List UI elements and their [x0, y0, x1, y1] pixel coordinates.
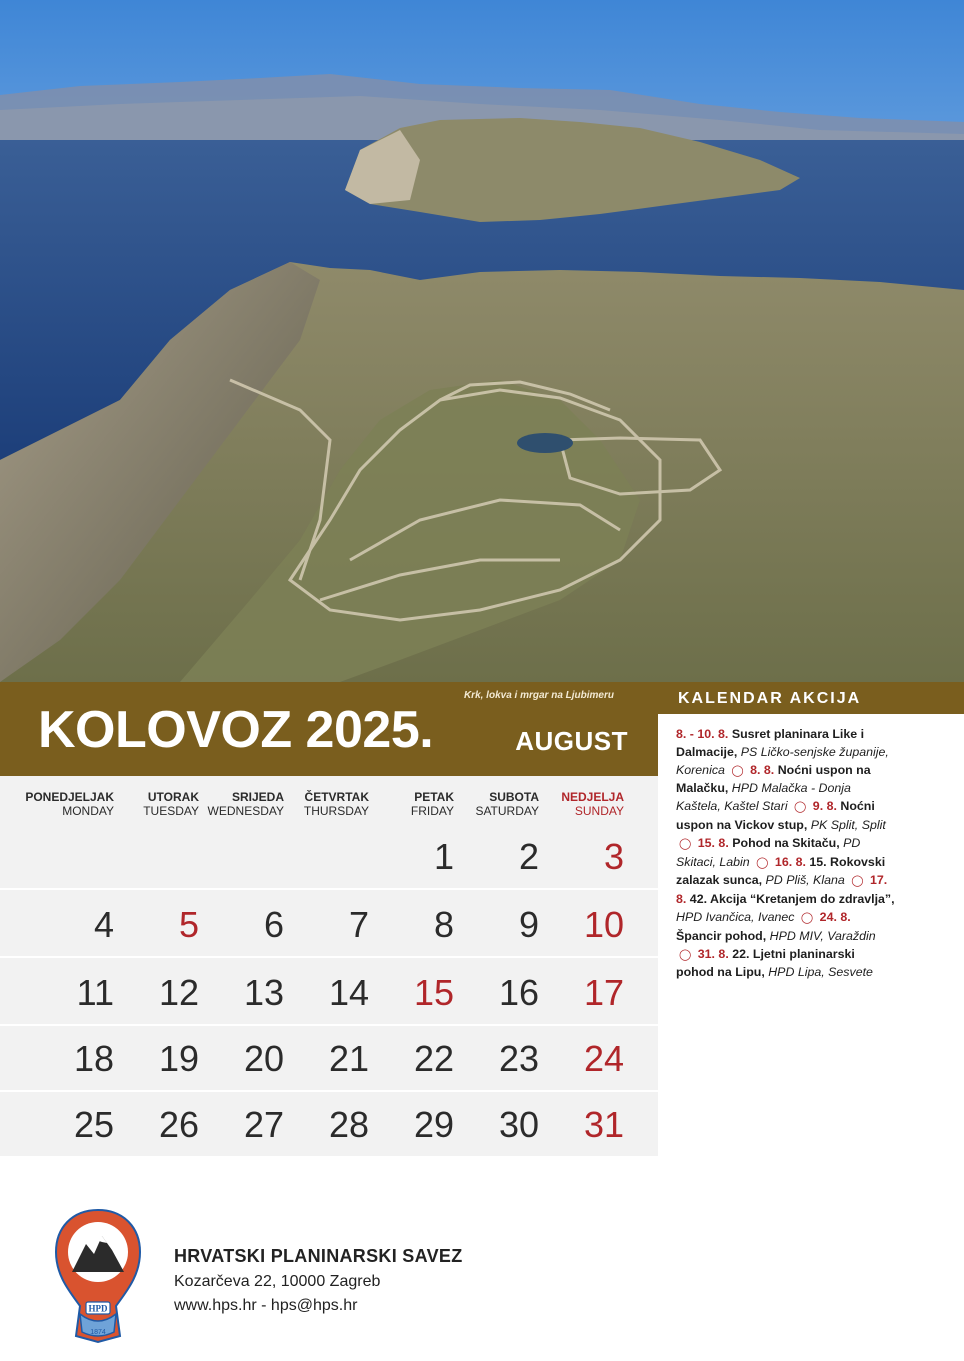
event-title: Špancir pohod,	[676, 928, 767, 943]
event-date: 8. 8.	[750, 762, 775, 777]
event-organizer: PD Pliš, Klana	[765, 873, 845, 888]
bullet-ring-icon: ◯	[679, 948, 692, 961]
event-date: 8. - 10. 8.	[676, 727, 729, 741]
day-cell: 9	[518, 904, 539, 945]
event-date: 16. 8.	[774, 854, 806, 869]
day-cell: 4	[93, 904, 114, 945]
weekday-monday: PONEDJELJAK MONDAY	[25, 790, 114, 818]
bullet-ring-icon: ◯	[794, 801, 807, 814]
day-cell: 28	[328, 1104, 369, 1145]
day-cell: 27	[243, 1104, 284, 1145]
week-row-5	[0, 1090, 658, 1158]
day-cell: 14	[328, 972, 369, 1013]
day-cell: 21	[328, 1038, 369, 1079]
month-header-bar	[0, 682, 658, 776]
weekday-thursday: ČETVRTAK THURSDAY	[303, 790, 369, 818]
event-title: 15. Rokovski zalazak sunca,	[676, 854, 886, 888]
event-title: Noćni uspon na Vickov stup,	[676, 799, 875, 832]
day-cell: 19	[158, 1038, 199, 1079]
day-cell-sunday: 31	[583, 1104, 624, 1145]
event-organizer: HPD Lipa, Sesvete	[768, 965, 873, 980]
event-title: Pohod na Skitaču,	[732, 835, 840, 850]
event-date: 17. 8.	[676, 873, 888, 907]
event-organizer: PS Ličko-senjske županije, Korenica	[676, 744, 889, 777]
event-title: 22. Ljetni planinarski pohod na Lipu,	[676, 946, 855, 980]
day-cell: 26	[158, 1104, 199, 1145]
footer	[0, 1156, 658, 1361]
logo-year: 1874	[90, 1329, 106, 1336]
hps-logo-icon	[52, 1206, 144, 1346]
day-cell-sunday: 24	[583, 1038, 624, 1079]
event-organizer: HPD Ivančica, Ivanec	[676, 909, 795, 924]
day-cell: 2	[518, 836, 539, 877]
organization-address: Kozarčeva 22, 10000 Zagreb	[174, 1273, 381, 1290]
weekday-tuesday: UTORAK TUESDAY	[143, 790, 199, 818]
week-row-1	[0, 822, 658, 890]
calendar-grid	[0, 776, 658, 1156]
event-date: 15. 8.	[697, 835, 729, 850]
event-date: 31. 8.	[697, 946, 729, 961]
organization-name: HRVATSKI PLANINARSKI SAVEZ	[174, 1246, 463, 1266]
day-cell: 16	[498, 972, 539, 1013]
bullet-ring-icon: ◯	[756, 856, 769, 869]
day-cell: 12	[158, 972, 199, 1013]
weekday-friday: PETAK FRIDAY	[410, 790, 454, 818]
day-cell: 29	[413, 1104, 454, 1145]
logo-abbr: HPD	[88, 1303, 108, 1314]
event-date: 24. 8.	[819, 909, 851, 924]
bullet-ring-icon: ◯	[851, 875, 864, 888]
day-cell: 1	[433, 836, 454, 877]
month-title-english: AUGUST	[515, 726, 628, 756]
event-title: 42. Akcija “Kretanjem do zdravlja”,	[689, 892, 895, 907]
day-cell: 11	[76, 972, 114, 1013]
events-list	[676, 726, 896, 982]
weekday-sunday: NEDJELJA SUNDAY	[561, 790, 624, 818]
weekday-wednesday: SRIJEDA WEDNESDAY	[207, 790, 284, 818]
day-cell: 8	[433, 904, 454, 945]
event-date: 9. 8.	[812, 799, 837, 814]
month-title-croatian: KOLOVOZ 2025.	[38, 701, 434, 759]
day-cell-sunday: 10	[583, 904, 624, 945]
event-title: Noćni uspon na Malačku,	[676, 762, 871, 796]
organization-contact: www.hps.hr - hps@hps.hr	[174, 1297, 358, 1314]
week-row-3	[0, 958, 658, 1026]
day-cell-sunday: 3	[603, 836, 624, 877]
bullet-ring-icon: ◯	[800, 911, 814, 924]
day-cell: 25	[73, 1104, 114, 1145]
bullet-ring-icon: ◯	[731, 764, 744, 777]
photo-caption: Krk, lokva i mrgar na Ljubimeru	[463, 690, 614, 701]
event-organizer: PK Split, Split	[810, 817, 886, 832]
event-organizer: HPD Malačka - Donja Kaštela, Kaštel Stari	[676, 781, 851, 814]
event-title: Susret planinara Like i Dalmacije,	[676, 727, 865, 759]
day-cell: 22	[413, 1038, 454, 1079]
day-cell: 20	[243, 1038, 284, 1079]
day-cell: 23	[498, 1038, 539, 1079]
week-row-2	[0, 890, 658, 958]
day-cell: 6	[263, 904, 284, 945]
day-cell-sunday: 17	[583, 972, 624, 1013]
day-cell: 30	[498, 1104, 539, 1145]
bullet-ring-icon: ◯	[679, 837, 692, 850]
week-row-4	[0, 1024, 658, 1092]
day-cell: 13	[243, 972, 284, 1013]
day-cell: 18	[73, 1038, 114, 1079]
events-sidebar-header	[658, 682, 964, 714]
weekday-saturday: SUBOTA SATURDAY	[475, 790, 539, 818]
day-cell: 7	[348, 904, 369, 945]
event-organizer: PD Skitaci, Labin	[676, 835, 861, 869]
day-cell-holiday: 5	[178, 904, 199, 945]
events-sidebar-title: KALENDAR AKCIJA	[678, 690, 862, 707]
event-organizer: HPD MIV, Varaždin	[769, 928, 876, 943]
day-cell-holiday: 15	[413, 972, 454, 1013]
